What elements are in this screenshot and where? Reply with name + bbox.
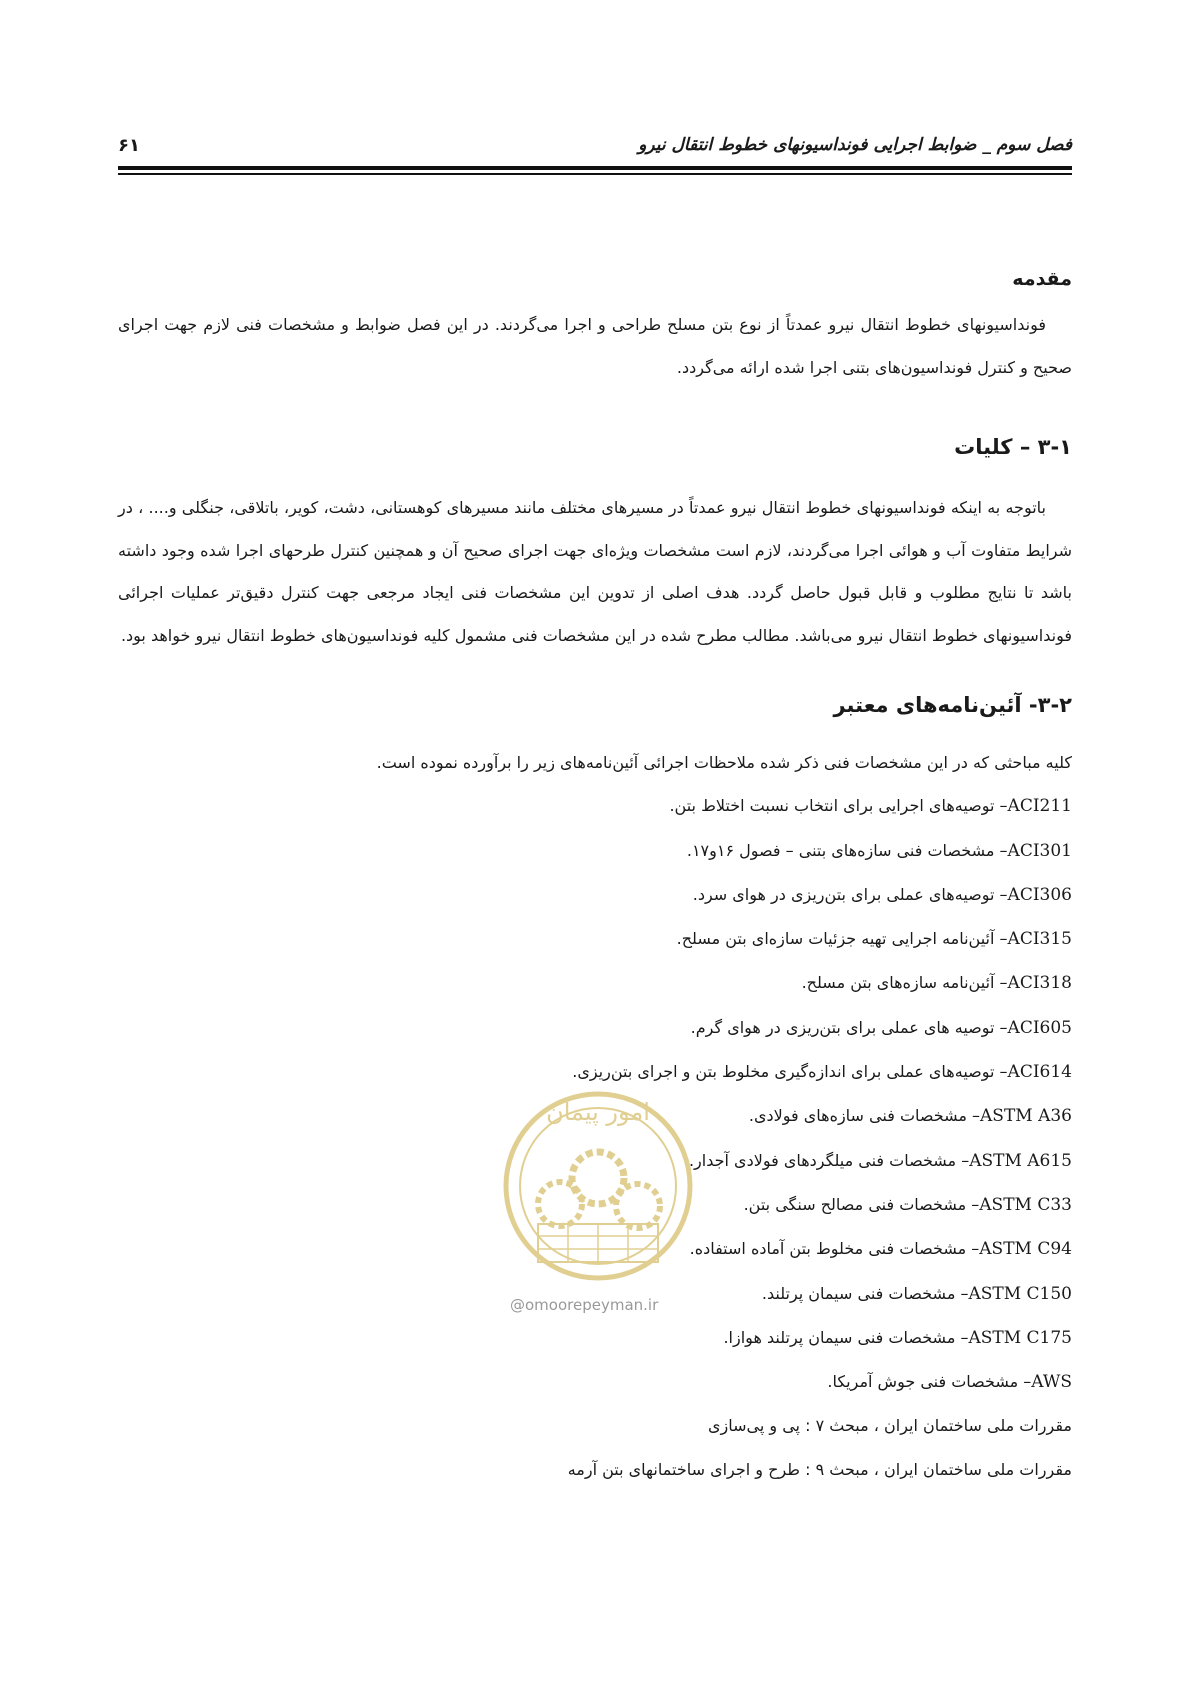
reference-description: – مشخصات فنی جوش آمریکا. <box>827 1372 1032 1392</box>
reference-description: – مشخصات فنی سازه‌های بتنی – فصول ۱۶و۱۷. <box>686 840 1008 860</box>
header-rule-thin <box>118 173 1072 175</box>
reference-description: مقررات ملی ساختمان ایران ، مبحث ۷ : پی و پی‌سازی <box>707 1416 1072 1436</box>
reference-item <box>312 1448 1072 1491</box>
reference-description: – توصیه‌های عملی برای اندازه‌گیری مخلوط بتن و اجرای بتن‌ریزی. <box>572 1062 1008 1082</box>
reference-code: ASTM C33 <box>979 1194 1072 1215</box>
reference-item <box>312 1139 1072 1183</box>
reference-description: – آئین‌نامه اجرایی تهیه جزئیات سازه‌ای بتن مسلح. <box>676 929 1008 949</box>
reference-item <box>312 917 1072 961</box>
reference-item <box>312 1183 1072 1227</box>
reference-code: ASTM A36 <box>980 1106 1072 1127</box>
references-list <box>312 784 1072 1491</box>
reference-item <box>312 1094 1072 1138</box>
reference-code: ACI301 <box>1007 840 1072 861</box>
intro-paragraph: فونداسیونهای خطوط انتقال نیرو عمدتاً از نوع بتن مسلح طراحی و اجرا می‌گردند. در این فصل ضوابط و مشخصات فنی لازم جهت اجرای صحیح و کنترل فونداسیون‌های بتنی اجرا شده ارائه می‌گردد. <box>118 315 1072 377</box>
reference-code: ACI315 <box>1007 929 1072 950</box>
references-block <box>312 741 1072 1491</box>
reference-description: – مشخصات فنی میلگردهای فولادی آجدار. <box>688 1150 970 1170</box>
reference-description: – مشخصات فنی مخلوط بتن آماده استفاده. <box>689 1239 980 1259</box>
section-2-heading: ۳-۲- آئین‌نامه‌های معتبر <box>833 693 1072 717</box>
reference-item <box>312 961 1072 1005</box>
reference-item <box>312 1006 1072 1050</box>
reference-description: – توصیه‌های عملی برای بتن‌ریزی در هوای سرد. <box>692 884 1008 904</box>
reference-description: – مشخصات فنی سیمان پرتلند. <box>761 1283 969 1303</box>
reference-code: ASTM C175 <box>968 1327 1072 1348</box>
section-1-heading: ۳-۱ – کلیات <box>954 435 1072 459</box>
reference-item <box>312 873 1072 917</box>
reference-item <box>312 829 1072 873</box>
page-number: ۶۱ <box>118 134 140 156</box>
running-header <box>118 128 1072 162</box>
reference-description: – توصیه‌های اجرایی برای انتخاب نسبت اختلاط بتن. <box>669 796 1008 816</box>
reference-code: ACI605 <box>1007 1017 1072 1038</box>
header-rule-thick <box>118 166 1072 170</box>
reference-code: ACI211 <box>1007 796 1072 817</box>
watermark-url: @omoorepeyman.ir <box>510 1296 659 1314</box>
reference-description: – مشخصات فنی سازه‌های فولادی. <box>748 1106 981 1126</box>
reference-item <box>312 1227 1072 1271</box>
reference-code: ACI614 <box>1007 1062 1072 1083</box>
reference-item <box>312 784 1072 828</box>
reference-item <box>312 1050 1072 1094</box>
reference-description: – مشخصات فنی سیمان پرتلند هوازا. <box>723 1327 969 1347</box>
reference-item <box>312 1316 1072 1360</box>
references-intro: کلیه مباحثی که در این مشخصات فنی ذکر شده ملاحظات اجرائی آئین‌نامه‌های زیر را برآورده نموده است. <box>376 753 1072 772</box>
reference-item <box>312 1404 1072 1447</box>
reference-code: ACI306 <box>1007 884 1072 905</box>
reference-description: – توصیه های عملی برای بتن‌ریزی در هوای گرم. <box>690 1017 1008 1037</box>
reference-code: ASTM A615 <box>969 1150 1072 1171</box>
watermark-logo-text: امور پیمان <box>546 1098 650 1126</box>
reference-code: AWS <box>1031 1372 1072 1393</box>
reference-description: – مشخصات فنی مصالح سنگی بتن. <box>743 1194 980 1214</box>
reference-item <box>312 1272 1072 1316</box>
section-1-paragraph: باتوجه به اینکه فونداسیونهای خطوط انتقال نیرو عمدتاً در مسیرهای مختلف مانند مسیرهای کوهستانی، دشت، کویر، باتلاقی، جنگلی و.... ، در شرایط متفاوت آب و هوائی اجرا می‌گردند، لازم است مشخصات ویژه‌ای جهت اجرای صحیح آن و همچنین کنترل طرحهای اجرا شده وجود داشته باشد تا نتایج مطلوب و قابل قبول حاصل گردد. هدف اصلی از تدوین این مشخصات فنی ایجاد مرجعی جهت کنترل دقیق‌تر عملیات اجرائی فونداسیونهای خطوط انتقال نیرو می‌باشد. مطالب مطرح شده در این مشخصات فنی مشمول کلیه فونداسیون‌های خطوط انتقال نیرو خواهد بود. <box>118 498 1072 645</box>
reference-description: مقررات ملی ساختمان ایران ، مبحث ۹ : طرح و اجرای ساختمانهای بتن آرمه <box>567 1459 1072 1479</box>
intro-heading: مقدمه <box>1012 268 1072 290</box>
reference-description: – آئین‌نامه سازه‌های بتن مسلح. <box>801 973 1008 993</box>
chapter-title: فصل سوم _ ضوابط اجرایی فونداسیونهای خطوط انتقال نیرو <box>638 135 1072 155</box>
reference-code: ASTM C150 <box>968 1283 1072 1304</box>
reference-code: ASTM C94 <box>979 1239 1072 1260</box>
reference-item <box>312 1360 1072 1404</box>
reference-code: ACI318 <box>1007 973 1072 994</box>
